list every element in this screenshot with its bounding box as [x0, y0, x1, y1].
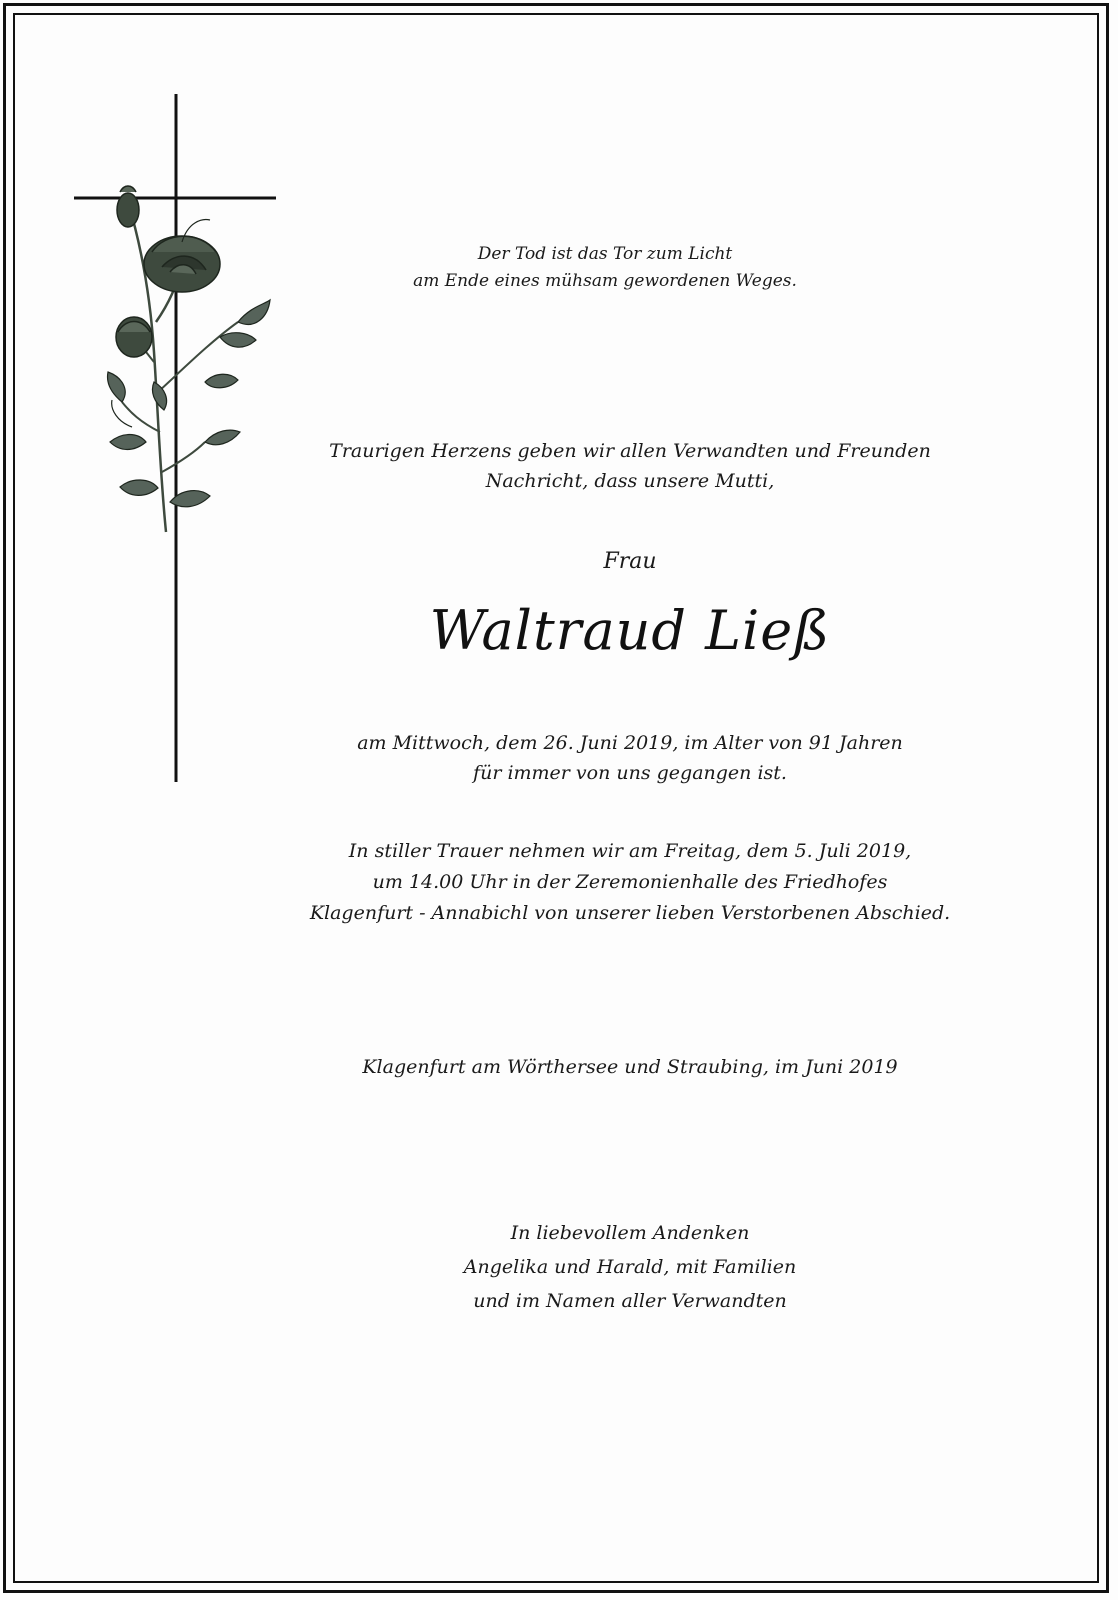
funeral-line-2: um 14.00 Uhr in der Zeremonienhalle des Friedhofes [372, 871, 888, 893]
cross-with-rose-icon [70, 92, 290, 802]
death-notice [280, 728, 980, 788]
death-line-1: am Mittwoch, dem 26. Juni 2019, im Alter von 91 Jahren [357, 732, 903, 754]
signature-line-3: und im Namen aller Verwandten [473, 1290, 787, 1312]
signature-line-1: In liebevollem Andenken [510, 1222, 750, 1244]
place-date: Klagenfurt am Wörthersee und Straubing, im Juni 2019 [362, 1056, 898, 1078]
death-line-2: für immer von uns gegangen ist. [473, 762, 787, 784]
intro-line-2: Nachricht, dass unsere Mutti, [485, 470, 775, 492]
deceased-name: Waltraud Ließ [429, 599, 831, 662]
funeral-info [260, 836, 1000, 929]
motto-line-2: am Ende eines mühsam gewordenen Weges. [413, 271, 797, 291]
motto-line-1: Der Tod ist das Tor zum Licht [477, 244, 733, 264]
salutation: Frau [603, 549, 657, 574]
signature-line-2: Angelika und Harald, mit Familien [463, 1256, 797, 1278]
intro-line-1: Traurigen Herzens geben wir allen Verwandten und Freunden [329, 440, 931, 462]
intro-text [280, 436, 980, 496]
funeral-line-3: Klagenfurt - Annabichl von unserer lieben Verstorbenen Abschied. [309, 902, 951, 924]
funeral-line-1: In stiller Trauer nehmen wir am Freitag, dem 5. Juli 2019, [348, 840, 912, 862]
signature-block [330, 1216, 930, 1318]
motto-quote [330, 241, 880, 295]
